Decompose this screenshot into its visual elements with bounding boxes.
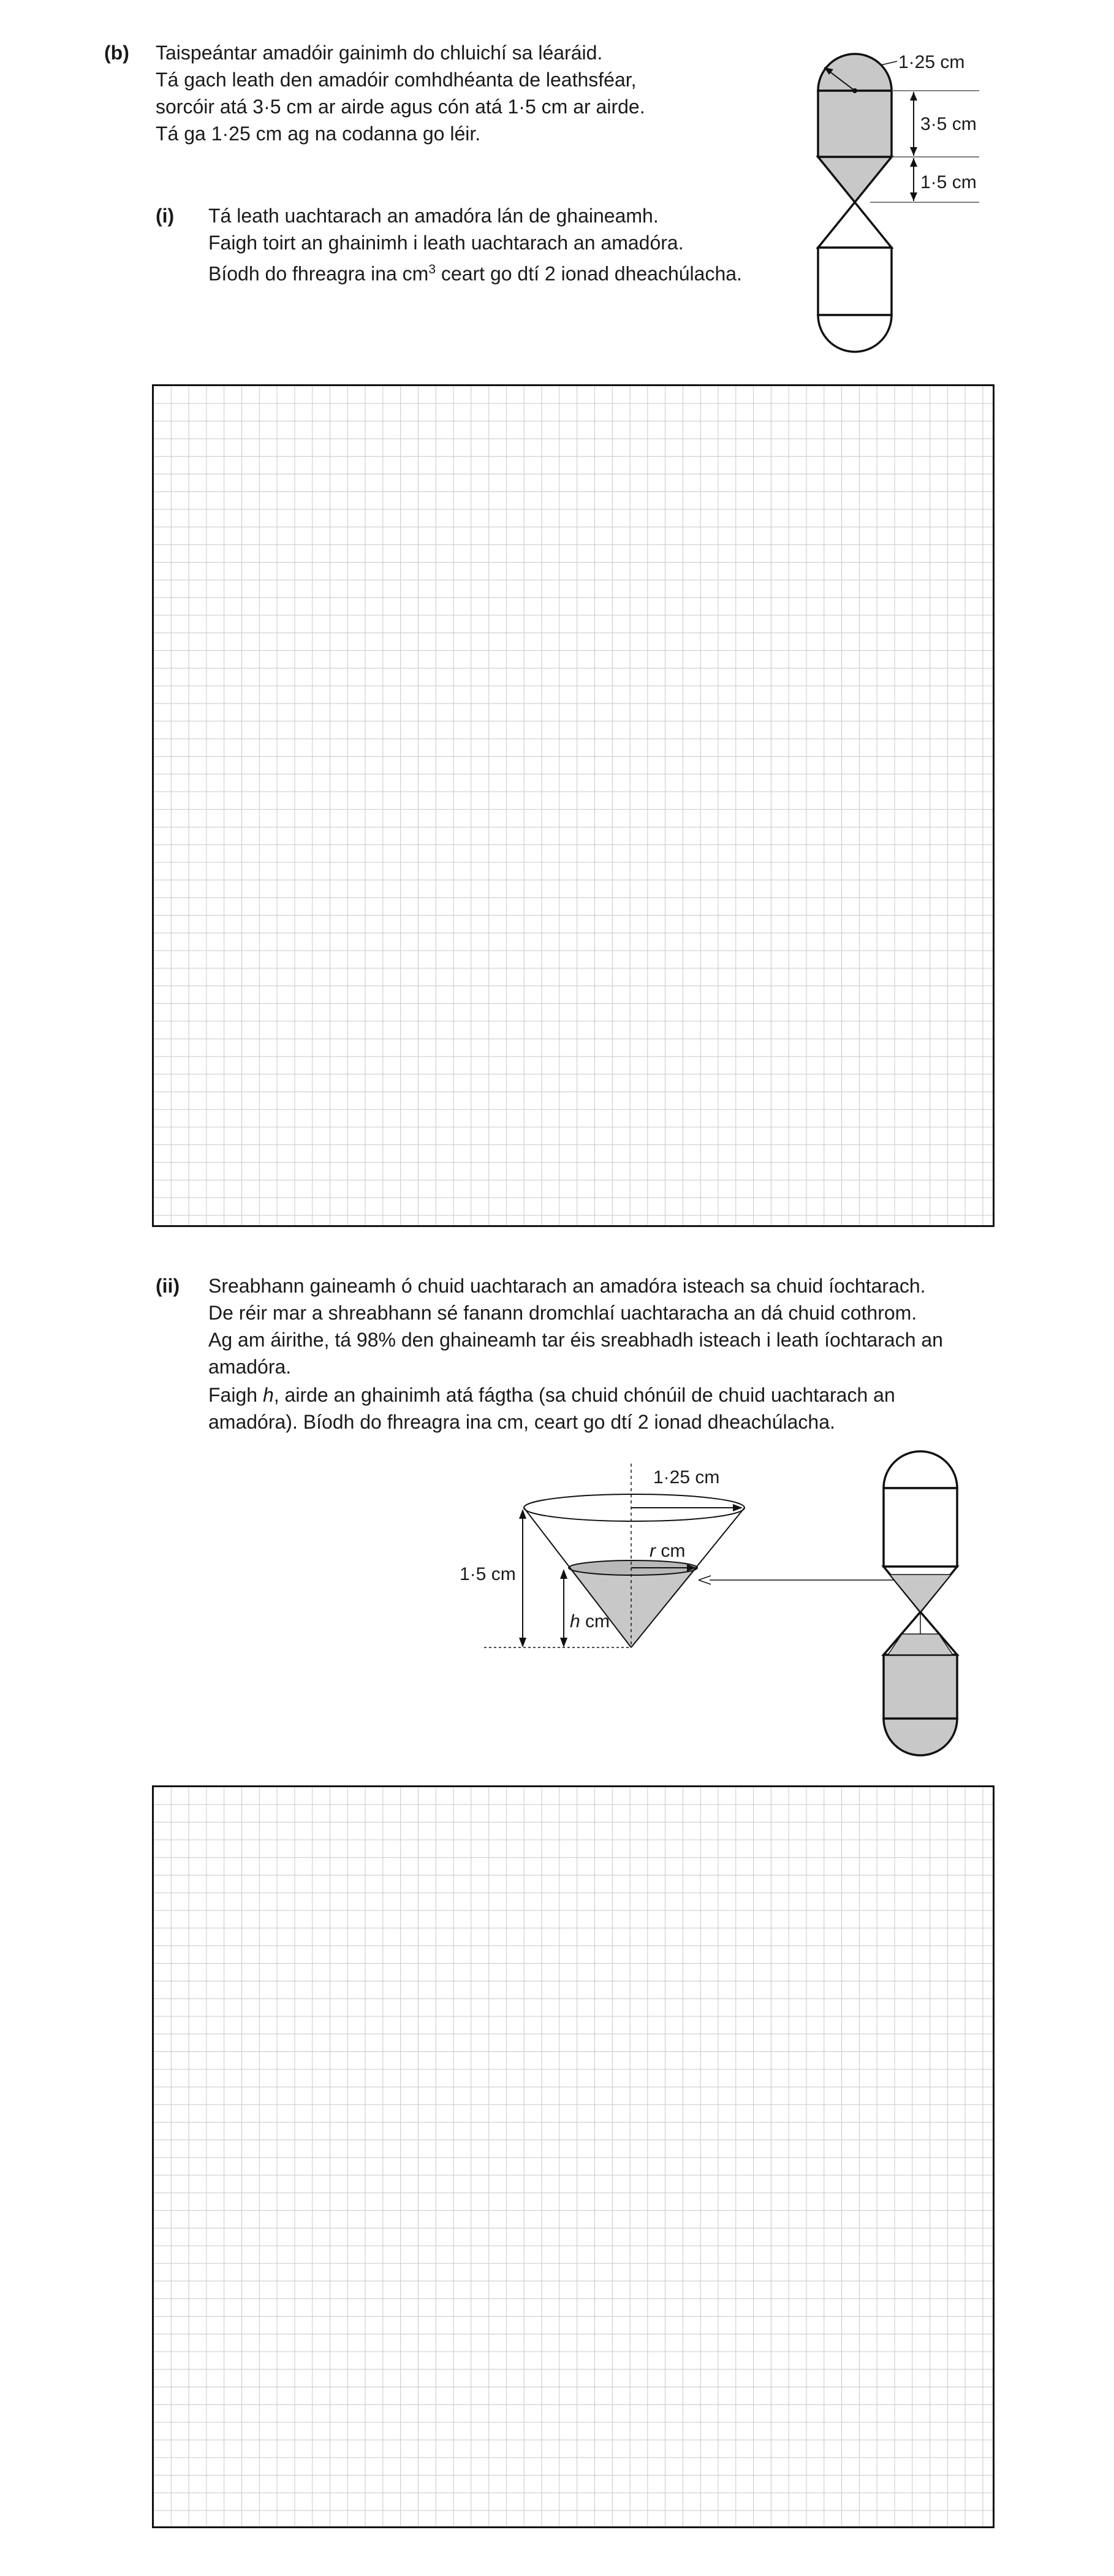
part-ii-line-1: Sreabhann gaineamh ó chuid uachtarach an amadóra isteach sa chuid íochtarach. bbox=[208, 1275, 926, 1297]
hourglass-diagram-bottom bbox=[778, 1440, 974, 1759]
part-b-line-2: Tá gach leath den amadóir comhdhéanta de leathsféar, bbox=[156, 69, 637, 91]
r-unit: cm bbox=[656, 1541, 686, 1561]
top-cylinder-sand bbox=[818, 91, 892, 157]
remaining-sand-top-cone bbox=[890, 1575, 951, 1612]
part-ii-line-5-pre: Faigh bbox=[208, 1384, 263, 1406]
part-b-label: (b) bbox=[104, 42, 129, 64]
h-label bbox=[570, 1611, 610, 1632]
part-b-line-1: Taispeántar amadóir gainimh do chluichí sa léaráid. bbox=[156, 42, 603, 64]
part-ii-line-2: De réir mar a shreabhann sé fanann dromchlaí uachtaracha an dá chuid cothrom. bbox=[208, 1302, 917, 1324]
hourglass-diagram-top bbox=[797, 43, 1017, 362]
part-i-line-3-post: ceart go dtí 2 ionad dheachúlacha. bbox=[436, 262, 742, 285]
sand-height-arrow-top bbox=[560, 1569, 567, 1579]
cyl-arrow-top bbox=[910, 92, 917, 101]
bottom-cylinder bbox=[818, 248, 892, 315]
h-unit: cm bbox=[580, 1611, 610, 1632]
part-i-line-1: Tá leath uachtarach an amadóra lán de ghaineamh. bbox=[208, 205, 659, 227]
bottom-hemisphere bbox=[818, 315, 892, 352]
cone-arrow-top bbox=[910, 158, 917, 167]
top-cylinder bbox=[884, 1488, 957, 1567]
part-b-line-4: Tá ga 1·25 cm ag na codanna go léir. bbox=[156, 123, 481, 145]
sand-height-arrow-bottom bbox=[560, 1638, 567, 1647]
radius-label: 1·25 cm bbox=[898, 52, 965, 72]
bottom-cylinder-sand bbox=[884, 1655, 957, 1719]
radius-leader-line bbox=[881, 61, 897, 65]
part-b-line-3: sorcóir atá 3·5 cm ar airde agus cón atá 1·5 cm ar airde. bbox=[156, 96, 645, 118]
sand-cone-fill bbox=[569, 1568, 697, 1647]
top-radius-label: 1·25 cm bbox=[653, 1467, 720, 1487]
cone-height-label: 1·5 cm bbox=[920, 172, 977, 192]
cone-height-arrow-bottom bbox=[519, 1638, 526, 1647]
part-ii-line-5-post: , airde an ghainimh atá fágtha (sa chuid chónúil de chuid uachtarach an bbox=[273, 1384, 895, 1406]
bottom-cone bbox=[818, 202, 892, 248]
top-radius-arrowhead bbox=[733, 1504, 743, 1511]
part-i-unit-superscript: 3 bbox=[428, 262, 436, 276]
answer-grid-ii[interactable] bbox=[152, 1785, 995, 2528]
part-ii-line-5 bbox=[208, 1381, 895, 1408]
cone-arrow-bottom bbox=[910, 192, 917, 201]
cylinder-height-label: 3·5 cm bbox=[920, 114, 977, 134]
part-ii-line-6: amadóra). Bíodh do fhreagra ina cm, ceart go dtí 2 ionad dheachúlacha. bbox=[208, 1411, 835, 1433]
part-ii-h-variable: h bbox=[262, 1384, 274, 1406]
cyl-arrow-bottom bbox=[910, 147, 917, 156]
top-cone-sand bbox=[818, 157, 892, 202]
h-variable: h bbox=[570, 1611, 580, 1632]
r-label bbox=[650, 1541, 685, 1561]
part-i-line-3-pre: Bíodh do fhreagra ina cm bbox=[208, 262, 429, 285]
cone-height-label: 1·5 cm bbox=[460, 1564, 516, 1584]
part-ii-line-4: amadóra. bbox=[208, 1356, 292, 1378]
part-ii-line-3: Ag am áirithe, tá 98% den ghaineamh tar éis sreabhadh isteach i leath íochtarach an bbox=[208, 1329, 943, 1351]
part-i-label: (i) bbox=[156, 205, 175, 227]
top-hemisphere bbox=[884, 1451, 957, 1488]
r-variable: r bbox=[650, 1541, 656, 1561]
bottom-hemisphere-sand bbox=[884, 1719, 957, 1755]
pointer-arrowhead bbox=[699, 1576, 711, 1584]
part-ii-label: (ii) bbox=[156, 1275, 180, 1297]
cone-detail-diagram bbox=[429, 1453, 784, 1655]
part-i-line-2: Faigh toirt an ghainimh i leath uachtarach an amadóra. bbox=[208, 232, 684, 254]
part-i-line-3 bbox=[208, 256, 742, 287]
answer-grid-i[interactable] bbox=[152, 384, 995, 1227]
